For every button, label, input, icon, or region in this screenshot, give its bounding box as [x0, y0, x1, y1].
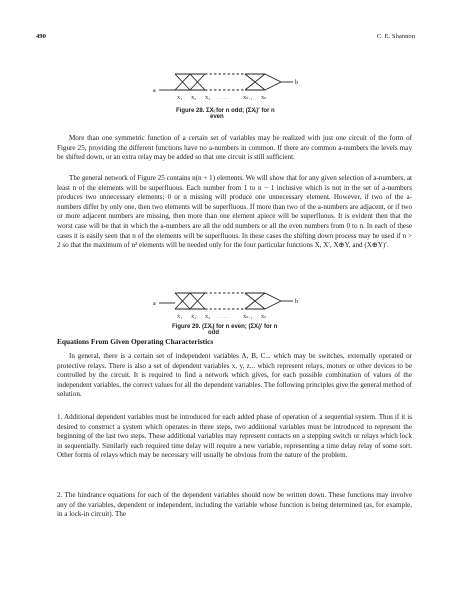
numbered-item-1: 1. Additional dependent variables must be introduced for each added phase of operation of a sequential system. Thus if it is desired to construct a system which operates in three steps, two additional variables must be introduced to represent the beginning of the last two steps. These additional variables may represent contacts on a stepping switch or relays which lock in sequentially. Similarly each required time delay will require a new variable, representing a time delay relay of some sort. Other forms of relays which may be necessary will usually be obvious from the nature of the problem.	[57, 413, 412, 460]
section-title: Equations From Given Operating Characteristics	[57, 337, 214, 346]
numbered-item-2: 2. The hindrance equations for each of the dependent variables should now be written down. These functions may involve any of the variables, dependent or independent, including the variable whose function is being determined (as, for example, in a lock-in circuit). The	[57, 491, 412, 519]
fig29-caption-line1: Figure 29. (ΣXᵢ) for n even; (ΣXᵢ)′ for n	[172, 324, 278, 330]
paragraph-2: The general network of Figure 25 contains n(n + 1) elements. We will show that for any given selection of a-numbers, at least n of the elements will be superfluous. Each number from 1 to n − 1 inclusive which is not in the set of a-numbers produces two unnecessary elements; 0 or n missing will produce one unnecessary element. However, if two of the a-numbers differ by only one, then two elements will be superfluous. If more than two of the a-numbers are adjacent, or if two or more adjacent numbers are missing, then more than one element apiece will be superfluous. It is evident then that the worst case will be that in which the a-numbers are all the odd numbers or all the even numbers from 0 to n. In each of these cases it is easily seen that n of the elements will be superfluous. In these cases the shifting down process may be used if n > 2 so that the maximum of n² elements will be needed only for the four particular functions X, X′, X⊕Y, and (X⊕Y)′.	[57, 174, 412, 250]
fig28-caption-line2: even	[210, 114, 224, 120]
fig28-xlabel: X₂	[191, 95, 196, 100]
fig29-ellipsis: . . . . . .	[217, 314, 230, 319]
fig29-xlabel: Xₙ	[261, 314, 267, 319]
fig28-xlabel: X₁	[177, 95, 182, 100]
paragraph-3: In general, there is a certain set of independent variables A, B, C... which may be switches, externally operated or protective relays. There is also a set of dependent variables x, y, z... which represent relays, motors or other devices to be controlled by the circuit. It is required to find a network which gives, for each possible combination of values of the independent variables, the correct values for all the dependent variables. The following principles give the general method of solution.	[57, 352, 412, 399]
fig29-caption-line2: odd	[208, 330, 219, 336]
fig28-ellipsis: . . . . . .	[217, 95, 230, 100]
fig29-xlabel: X₂	[191, 314, 196, 319]
figure-29-caption	[172, 324, 277, 336]
fig28-xlabel: X₃	[205, 95, 210, 100]
figure-28-caption	[176, 108, 275, 120]
fig29-terminal-b: b	[295, 299, 298, 305]
fig29-xlabel: X₃	[205, 314, 210, 319]
fig29-xlabel: Xₙ₋₁	[243, 314, 253, 319]
fig28-xlabel: Xₙ	[261, 95, 267, 100]
figure-28-diagram	[145, 68, 305, 104]
paragraph-1: More than one symmetric function of a certain set of variables may be realized with just one circuit of the form of Figure 25, providing the different functions have no a-numbers in common. If there are common a-numbers the levels may be shifted down, or an extra relay may be added so that one circuit is still sufficient.	[57, 134, 412, 162]
fig28-xlabel: Xₙ₋₁	[243, 95, 253, 100]
figure-29-diagram	[145, 287, 305, 323]
running-author: C. E. Shannon	[376, 33, 415, 40]
fig29-xlabel: X₁	[177, 314, 182, 319]
page-number: 490	[36, 33, 46, 40]
fig28-caption-line1: Figure 28. ΣXᵢ for n odd; (ΣXᵢ)′ for n	[176, 108, 275, 114]
fig29-terminal-a: a	[153, 301, 156, 307]
fig28-terminal-b: b	[295, 80, 298, 86]
fig28-terminal-a: a	[153, 88, 156, 94]
